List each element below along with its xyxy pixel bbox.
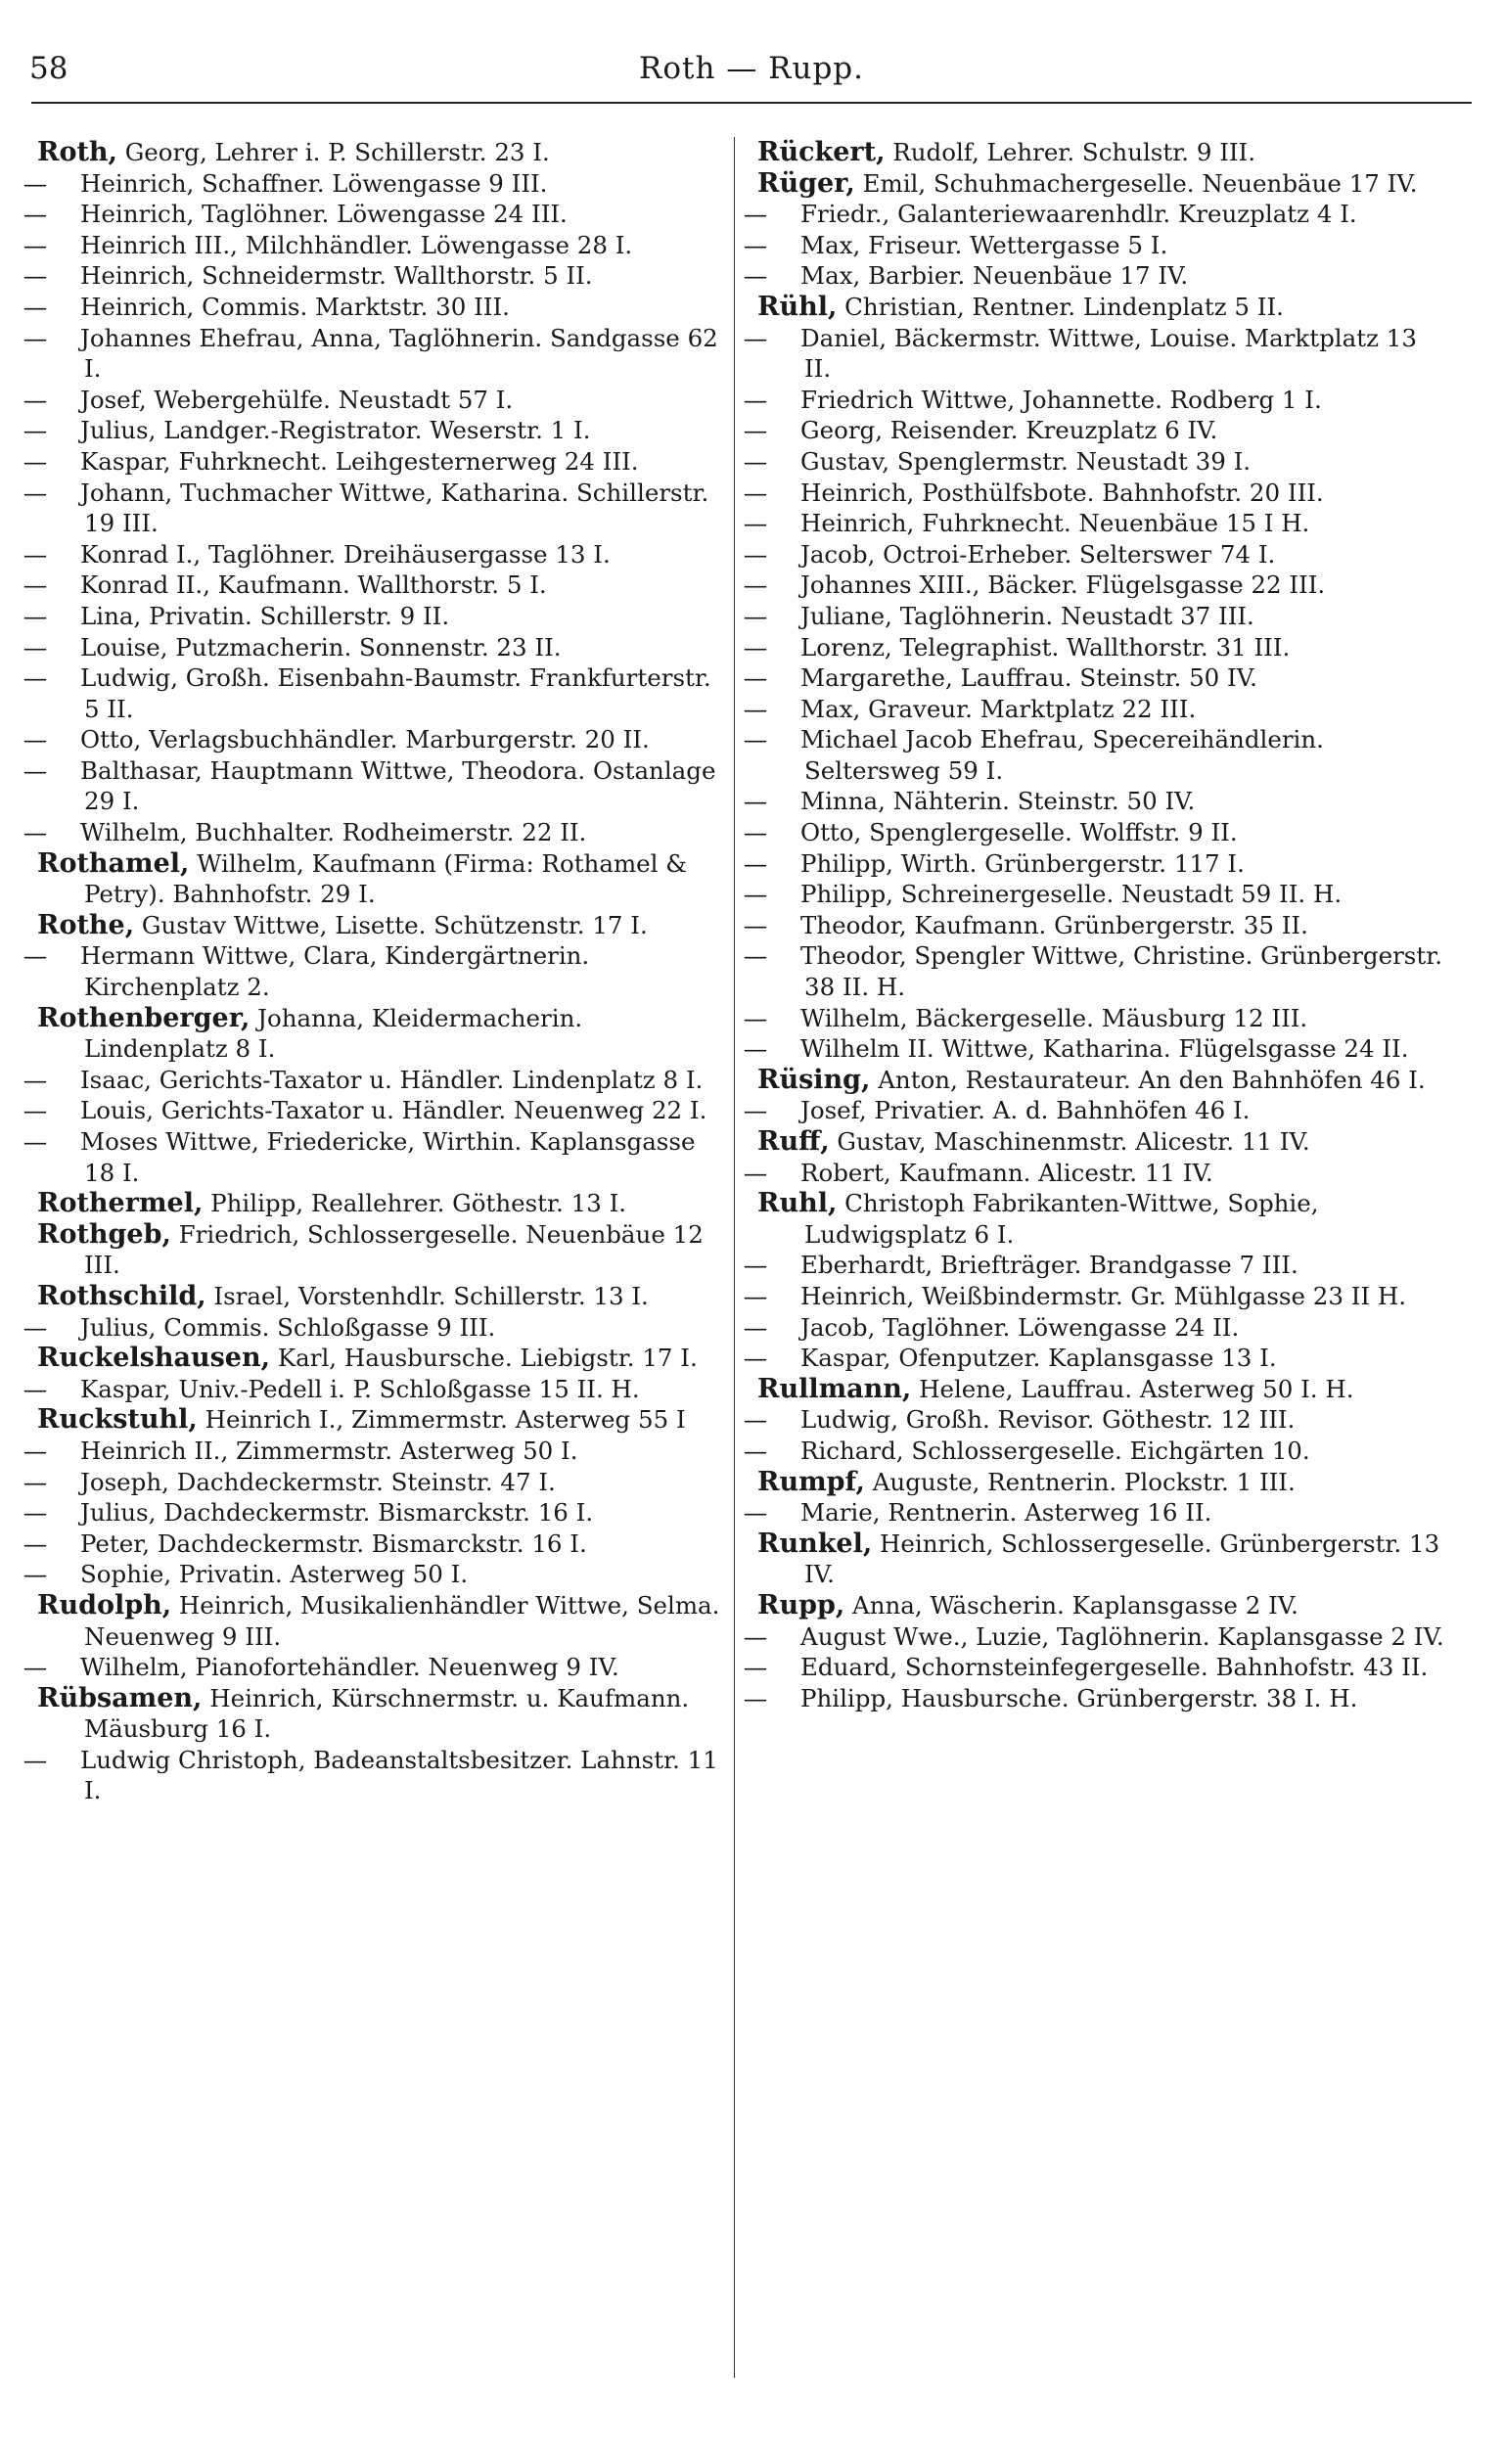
entry-text: Philipp, Schreinergeselle. Neustadt 59 II. H.	[800, 880, 1343, 909]
ditto-dash: —	[23, 1653, 48, 1682]
right-column	[743, 137, 1447, 1713]
ditto-dash: —	[23, 1436, 48, 1465]
entry-text: Kaspar, Fuhrknecht. Leihgesternerweg 24 III.	[80, 446, 639, 476]
entry-text: Auguste, Rentnerin. Plockstr. 1 III.	[864, 1467, 1296, 1496]
ditto-dash: —	[23, 755, 48, 785]
ditto-dash: —	[23, 1745, 48, 1774]
directory-entry	[757, 1590, 1447, 1621]
directory-entry	[23, 940, 727, 1002]
entry-surname: Ruckelshausen,	[37, 1343, 271, 1374]
directory-entry	[23, 385, 727, 416]
ditto-dash: —	[743, 478, 768, 507]
ditto-dash: —	[743, 1436, 768, 1465]
directory-entry	[757, 1188, 1447, 1250]
entry-text: Rudolf, Lehrer. Schulstr. 9 III.	[885, 138, 1256, 166]
ditto-dash: —	[743, 1344, 768, 1373]
directory-entry	[743, 199, 1447, 230]
directory-entry	[23, 724, 727, 755]
entry-text: Josef, Privatier. A. d. Bahnhöfen 46 I.	[800, 1096, 1251, 1125]
ditto-dash: —	[743, 1281, 768, 1310]
left-column	[23, 137, 727, 1806]
ditto-dash: —	[743, 941, 768, 971]
entry-surname: Rüger,	[757, 167, 855, 199]
entry-text: Gustav Wittwe, Lisette. Schützenstr. 17 I.	[134, 910, 648, 939]
directory-entry	[37, 1590, 727, 1652]
directory-entry	[23, 1497, 727, 1529]
entry-surname: Rüsing,	[757, 1064, 871, 1095]
directory-entry	[743, 1621, 1447, 1653]
page-header	[29, 51, 1474, 90]
ditto-dash: —	[743, 848, 768, 878]
directory-entry	[743, 323, 1447, 385]
directory-entry	[743, 724, 1447, 786]
directory-entry	[23, 1652, 727, 1683]
directory-entry	[37, 1188, 727, 1219]
entry-text: Heinrich I., Zimmermstr. Asterweg 55 I	[197, 1405, 686, 1435]
entry-text: Ludwig, Großh. Revisor. Göthestr. 12 III.	[800, 1405, 1296, 1435]
ditto-dash: —	[743, 1498, 768, 1528]
entry-surname: Rullmann,	[757, 1373, 912, 1404]
entry-text: Balthasar, Hauptmann Wittwe, Theodora. Ostanlage 29 I.	[80, 755, 716, 816]
entry-text: Sophie, Privatin. Asterweg 50 I.	[80, 1560, 469, 1589]
entry-text: Heinrich, Fuhrknecht. Neuenbäue 15 I H.	[800, 509, 1310, 538]
entry-text: Lina, Privatin. Schillerstr. 9 II.	[80, 601, 450, 630]
directory-entry	[23, 632, 727, 663]
directory-entry	[23, 1529, 727, 1560]
ditto-dash: —	[23, 1529, 48, 1558]
header-rule	[31, 102, 1472, 104]
entry-text: Hermann Wittwe, Clara, Kindergärtnerin. Kirchenplatz 2.	[80, 941, 590, 1002]
entry-text: Wilhelm II. Wittwe, Katharina. Flügelsgasse 24 II.	[800, 1034, 1409, 1064]
ditto-dash: —	[23, 261, 48, 291]
directory-entry	[743, 415, 1447, 446]
directory-entry	[37, 910, 727, 941]
ditto-dash: —	[23, 1096, 48, 1125]
ditto-dash: —	[743, 509, 768, 538]
entry-text: Wilhelm, Buchhalter. Rodheimerstr. 22 II.	[80, 818, 587, 847]
directory-entry	[23, 570, 727, 601]
entry-text: Julius, Dachdeckermstr. Bismarckstr. 16 I.	[80, 1498, 594, 1528]
ditto-dash: —	[743, 632, 768, 662]
directory-entry	[23, 168, 727, 200]
entry-text: Heinrich, Musikalienhändler Wittwe, Selma. Neuenweg 9 III.	[84, 1590, 720, 1651]
entry-text: Lorenz, Telegraphist. Wallthorstr. 31 III.	[800, 632, 1291, 662]
directory-entry	[23, 601, 727, 632]
entry-surname: Rothschild,	[37, 1280, 206, 1311]
entry-text: Johannes Ehefrau, Anna, Taglöhnerin. Sandgasse 62 I.	[80, 323, 718, 384]
ditto-dash: —	[23, 663, 48, 693]
directory-entry	[23, 446, 727, 478]
directory-entry	[23, 415, 727, 446]
ditto-dash: —	[743, 416, 768, 445]
entry-text: Heinrich, Commis. Marktstr. 30 III.	[80, 292, 510, 321]
ditto-dash: —	[23, 725, 48, 754]
entry-text: Michael Jacob Ehefrau, Specereihändlerin. Seltersweg 59 I.	[800, 725, 1324, 785]
directory-entry	[743, 1312, 1447, 1344]
directory-entry	[23, 478, 727, 539]
entry-text: Minna, Nähterin. Steinstr. 50 IV.	[800, 787, 1196, 816]
directory-entry	[23, 1065, 727, 1096]
directory-entry	[743, 879, 1447, 910]
entry-surname: Rumpf,	[757, 1466, 865, 1497]
ditto-dash: —	[743, 880, 768, 909]
directory-entry	[23, 292, 727, 323]
directory-entry	[23, 1126, 727, 1188]
entry-text: Anton, Restaurateur. An den Bahnhöfen 46 I.	[870, 1065, 1426, 1094]
ditto-dash: —	[743, 261, 768, 291]
entry-text: Marie, Rentnerin. Asterweg 16 II.	[800, 1498, 1212, 1528]
entry-text: August Wwe., Luzie, Taglöhnerin. Kaplansgasse 2 IV.	[800, 1621, 1444, 1651]
directory-entry	[23, 755, 727, 817]
ditto-dash: —	[743, 601, 768, 630]
directory-entry	[743, 260, 1447, 292]
entry-surname: Rothenberger,	[37, 1002, 250, 1033]
entry-text: Daniel, Bäckermstr. Wittwe, Louise. Marktplatz 13 II.	[800, 323, 1417, 384]
entry-surname: Rückert,	[757, 137, 886, 167]
directory-entry	[743, 1497, 1447, 1529]
directory-entry	[23, 199, 727, 230]
ditto-dash: —	[743, 1653, 768, 1682]
ditto-dash: —	[23, 818, 48, 847]
directory-entry	[757, 1529, 1447, 1590]
entry-text: Jacob, Octroi-Erheber. Selterswег 74 I.	[800, 539, 1276, 569]
entry-text: Konrad II., Kaufmann. Wallthorstr. 5 I.	[80, 570, 547, 600]
entry-text: Kaspar, Univ.-Pedell i. P. Schloßgasse 15 II. H.	[80, 1374, 640, 1403]
entry-text: Israel, Vorstenhdlr. Schillerstr. 13 I.	[205, 1281, 649, 1310]
directory-entry	[23, 1745, 727, 1806]
directory-entry	[743, 1652, 1447, 1683]
ditto-dash: —	[743, 1312, 768, 1342]
directory-entry	[37, 1219, 727, 1281]
ditto-dash: —	[23, 1374, 48, 1403]
ditto-dash: —	[743, 385, 768, 414]
ditto-dash: —	[23, 385, 48, 414]
entry-surname: Roth,	[37, 137, 117, 167]
directory-entry	[757, 1065, 1447, 1096]
entry-text: Friedr., Galanteriewaarenhdlr. Kreuzplatz 4 I.	[800, 200, 1357, 229]
entry-text: Heinrich, Schlossergeselle. Grünbergerstr. 13 IV.	[804, 1529, 1440, 1589]
ditto-dash: —	[743, 725, 768, 754]
entry-surname: Runkel,	[757, 1528, 873, 1559]
entry-text: Josef, Webergehülfe. Neustadt 57 I.	[80, 385, 514, 414]
ditto-dash: —	[23, 200, 48, 229]
entry-text: Juliane, Taglöhnerin. Neustadt 37 III.	[800, 601, 1254, 630]
directory-entry	[743, 539, 1447, 570]
entry-text: Johanna, Kleidermacherin. Lindenplatz 8 I.	[84, 1003, 583, 1064]
entry-text: Kaspar, Ofenputzer. Kaplansgasse 13 I.	[800, 1344, 1277, 1373]
directory-entry	[23, 1312, 727, 1344]
entry-text: Richard, Schlossergeselle. Eichgärten 10.	[800, 1436, 1310, 1465]
ditto-dash: —	[743, 694, 768, 723]
directory-entry	[23, 662, 727, 724]
entry-text: Julius, Landger.-Registrator. Weserstr. 1 I.	[80, 416, 591, 445]
ditto-dash: —	[23, 941, 48, 971]
entry-text: Philipp, Wirth. Grünbergerstr. 117 I.	[800, 848, 1245, 878]
directory-entry	[743, 632, 1447, 663]
entry-text: Wilhelm, Kaufmann (Firma: Rothamel & Petry). Bahnhofstr. 29 I.	[84, 848, 688, 909]
ditto-dash: —	[743, 1034, 768, 1064]
entry-text: Margarethe, Lauffrau. Steinstr. 50 IV.	[800, 663, 1257, 693]
directory-entry	[37, 848, 727, 910]
entry-text: Theodor, Kaufmann. Grünbergerstr. 35 II.	[800, 910, 1308, 939]
entry-text: Peter, Dachdeckermstr. Bismarckstr. 16 I.	[80, 1529, 587, 1558]
ditto-dash: —	[743, 787, 768, 816]
ditto-dash: —	[23, 292, 48, 321]
entry-text: Ludwig Christoph, Badeanstaltsbesitzer. Lahnstr. 11 I.	[80, 1745, 718, 1805]
directory-entry	[743, 385, 1447, 416]
ditto-dash: —	[743, 1003, 768, 1032]
entry-surname: Rudolph,	[37, 1589, 172, 1620]
entry-surname: Rühl,	[757, 291, 838, 322]
entry-text: Julius, Commis. Schloßgasse 9 III.	[80, 1312, 496, 1342]
entry-text: Georg, Reisender. Kreuzplatz 6 IV.	[800, 416, 1218, 445]
directory-entry	[23, 1095, 727, 1126]
directory-entry	[743, 910, 1447, 941]
ditto-dash: —	[23, 1498, 48, 1528]
entry-text: Wilhelm, Pianofortehändler. Neuenweg 9 IV.	[80, 1653, 619, 1682]
directory-entry	[743, 601, 1447, 632]
entry-text: Georg, Lehrer i. P. Schillerstr. 23 I.	[116, 138, 550, 166]
directory-entry	[743, 478, 1447, 509]
entry-text: Heinrich, Weißbindermstr. Gr. Mühlgasse 23 II H.	[800, 1281, 1407, 1310]
directory-entry	[37, 1343, 727, 1374]
entry-surname: Ruhl,	[757, 1188, 838, 1219]
directory-entry	[743, 1404, 1447, 1436]
entry-text: Ludwig, Großh. Eisenbahn-Baumstr. Frankfurterstr. 5 II.	[80, 663, 711, 723]
directory-entry	[743, 662, 1447, 694]
directory-entry	[37, 1404, 727, 1436]
directory-entry	[743, 940, 1447, 1002]
ditto-dash: —	[743, 1158, 768, 1187]
directory-entry	[743, 848, 1447, 880]
entry-text: Isaac, Gerichts-Taxator u. Händler. Lindenplatz 8 I.	[80, 1065, 704, 1094]
directory-entry	[743, 446, 1447, 478]
ditto-dash: —	[743, 1405, 768, 1435]
entry-text: Gustav, Spenglermstr. Neustadt 39 I.	[800, 446, 1252, 476]
directory-entry	[757, 1467, 1447, 1498]
entry-text: Philipp, Reallehrer. Göthestr. 13 I.	[203, 1189, 627, 1218]
directory-entry	[37, 137, 727, 168]
ditto-dash: —	[23, 570, 48, 600]
entry-text: Philipp, Hausbursche. Grünbergerstr. 38 I. H.	[800, 1683, 1358, 1712]
directory-entry	[757, 137, 1447, 168]
column-divider	[734, 137, 735, 2378]
directory-entry	[743, 1281, 1447, 1312]
ditto-dash: —	[23, 230, 48, 259]
entry-surname: Ruckstuhl,	[37, 1404, 198, 1436]
entry-text: Louis, Gerichts-Taxator u. Händler. Neuenweg 22 I.	[80, 1096, 707, 1125]
entry-text: Otto, Verlagsbuchhändler. Marburgerstr. 20 II.	[80, 725, 650, 754]
ditto-dash: —	[743, 323, 768, 352]
ditto-dash: —	[743, 539, 768, 569]
directory-entry	[743, 1250, 1447, 1281]
entry-surname: Rothermel,	[37, 1188, 204, 1219]
ditto-dash: —	[23, 1467, 48, 1496]
entry-text: Heinrich III., Milchhändler. Löwengasse 28 I.	[80, 230, 633, 259]
ditto-dash: —	[743, 910, 768, 939]
ditto-dash: —	[743, 818, 768, 847]
ditto-dash: —	[23, 323, 48, 352]
directory-entry	[23, 539, 727, 570]
entry-text: Heinrich, Schaffner. Löwengasse 9 III.	[80, 168, 548, 198]
ditto-dash: —	[23, 1127, 48, 1156]
directory-entry	[743, 1436, 1447, 1467]
entry-text: Jacob, Taglöhner. Löwengasse 24 II.	[800, 1312, 1240, 1342]
entry-text: Helene, Lauffrau. Asterweg 50 I. H.	[911, 1374, 1354, 1403]
entry-text: Heinrich, Kürschnermstr. u. Kaufmann. Mäusburg 16 I.	[84, 1683, 690, 1744]
ditto-dash: —	[743, 1251, 768, 1280]
entry-surname: Ruff,	[757, 1126, 830, 1157]
ditto-dash: —	[743, 230, 768, 259]
entry-text: Christian, Rentner. Lindenplatz 5 II.	[837, 292, 1284, 321]
directory-entry	[37, 1003, 727, 1065]
entry-text: Wilhelm, Bäckergeselle. Mäusburg 12 III.	[800, 1003, 1308, 1032]
directory-entry	[23, 817, 727, 848]
directory-entry	[757, 1126, 1447, 1158]
entry-text: Johann, Tuchmacher Wittwe, Katharina. Schillerstr. 19 III.	[80, 478, 709, 538]
entry-text: Theodor, Spengler Wittwe, Christine. Grünbergerstr. 38 II. H.	[800, 941, 1443, 1002]
entry-surname: Rübsamen,	[37, 1682, 203, 1713]
directory-entry	[757, 1374, 1447, 1405]
entry-text: Max, Friseur. Wettergasse 5 I.	[800, 230, 1168, 259]
directory-entry	[743, 694, 1447, 725]
directory-entry	[23, 1467, 727, 1498]
directory-entry	[743, 1158, 1447, 1189]
directory-entry	[743, 1033, 1447, 1065]
entry-text: Heinrich, Posthülfsbote. Bahnhofstr. 20 III.	[800, 478, 1324, 507]
ditto-dash: —	[743, 1683, 768, 1712]
entry-text: Robert, Kaufmann. Alicestr. 11 IV.	[800, 1158, 1213, 1187]
entry-text: Eduard, Schornsteinfegergeselle. Bahnhofstr. 43 II.	[800, 1653, 1429, 1682]
entry-text: Emil, Schuhmachergeselle. Neuenbäue 17 IV.	[854, 168, 1418, 198]
entry-text: Joseph, Dachdeckermstr. Steinstr. 47 I.	[80, 1467, 556, 1496]
directory-entry	[757, 292, 1447, 323]
directory-entry	[37, 1683, 727, 1745]
ditto-dash: —	[743, 446, 768, 476]
entry-text: Anna, Wäscherin. Kaplansgasse 2 IV.	[844, 1590, 1298, 1620]
directory-entry	[23, 230, 727, 261]
directory-entry	[743, 508, 1447, 539]
entry-text: Moses Wittwe, Friedericke, Wirthin. Kaplansgasse 18 I.	[80, 1127, 696, 1187]
entry-text: Louise, Putzmacherin. Sonnenstr. 23 II.	[80, 632, 562, 662]
ditto-dash: —	[23, 1312, 48, 1342]
entry-text: Heinrich II., Zimmermstr. Asterweg 50 I.	[80, 1436, 578, 1465]
ditto-dash: —	[743, 1621, 768, 1651]
directory-entry	[23, 1559, 727, 1590]
directory-entry	[743, 1003, 1447, 1034]
entry-surname: Rothe,	[37, 909, 135, 940]
directory-entry	[743, 570, 1447, 601]
directory-entry	[743, 1683, 1447, 1714]
ditto-dash: —	[23, 446, 48, 476]
entry-text: Friedrich Wittwe, Johannette. Rodberg 1 I.	[800, 385, 1322, 414]
entry-text: Max, Barbier. Neuenbäue 17 IV.	[800, 261, 1189, 291]
ditto-dash: —	[23, 632, 48, 662]
ditto-dash: —	[743, 200, 768, 229]
ditto-dash: —	[743, 1096, 768, 1125]
running-head: Roth — Rupp.	[639, 51, 864, 86]
entry-text: Otto, Spenglergeselle. Wolffstr. 9 II.	[800, 818, 1238, 847]
directory-entry	[743, 817, 1447, 848]
ditto-dash: —	[23, 168, 48, 198]
entry-surname: Rothamel,	[37, 847, 190, 879]
entry-text: Heinrich, Taglöhner. Löwengasse 24 III.	[80, 200, 568, 229]
directory-entry	[23, 260, 727, 292]
entry-text: Johannes XIII., Bäcker. Flügelsgasse 22 III.	[800, 570, 1326, 600]
page-number: 58	[29, 51, 68, 86]
entry-surname: Rupp,	[757, 1589, 845, 1620]
ditto-dash: —	[23, 478, 48, 507]
directory-entry	[743, 230, 1447, 261]
directory-entry	[757, 168, 1447, 200]
ditto-dash: —	[743, 570, 768, 600]
ditto-dash: —	[23, 1560, 48, 1589]
entry-text: Karl, Hausbursche. Liebigstr. 17 I.	[270, 1344, 698, 1373]
entry-text: Gustav, Maschinenmstr. Alicestr. 11 IV.	[829, 1127, 1310, 1156]
ditto-dash: —	[23, 601, 48, 630]
directory-entry	[23, 1436, 727, 1467]
ditto-dash: —	[23, 416, 48, 445]
entry-text: Christoph Fabrikanten-Wittwe, Sophie, Ludwigsplatz 6 I.	[804, 1189, 1319, 1249]
ditto-dash: —	[743, 663, 768, 693]
directory-entry	[23, 1374, 727, 1405]
entry-surname: Rothgeb,	[37, 1218, 171, 1250]
directory-entry	[743, 786, 1447, 817]
directory-entry	[743, 1095, 1447, 1126]
entry-text: Friedrich, Schlossergeselle. Neuenbäue 12 III.	[84, 1219, 704, 1280]
entry-text: Eberhardt, Briefträger. Brandgasse 7 III.	[800, 1251, 1298, 1280]
ditto-dash: —	[23, 1065, 48, 1094]
entry-text: Konrad I., Taglöhner. Dreihäusergasse 13 I.	[80, 539, 611, 569]
directory-entry	[37, 1281, 727, 1312]
ditto-dash: —	[23, 539, 48, 569]
directory-entry	[23, 323, 727, 385]
directory-entry	[743, 1343, 1447, 1374]
entry-text: Max, Graveur. Marktplatz 22 III.	[800, 694, 1197, 723]
entry-text: Heinrich, Schneidermstr. Wallthorstr. 5 II.	[80, 261, 593, 291]
